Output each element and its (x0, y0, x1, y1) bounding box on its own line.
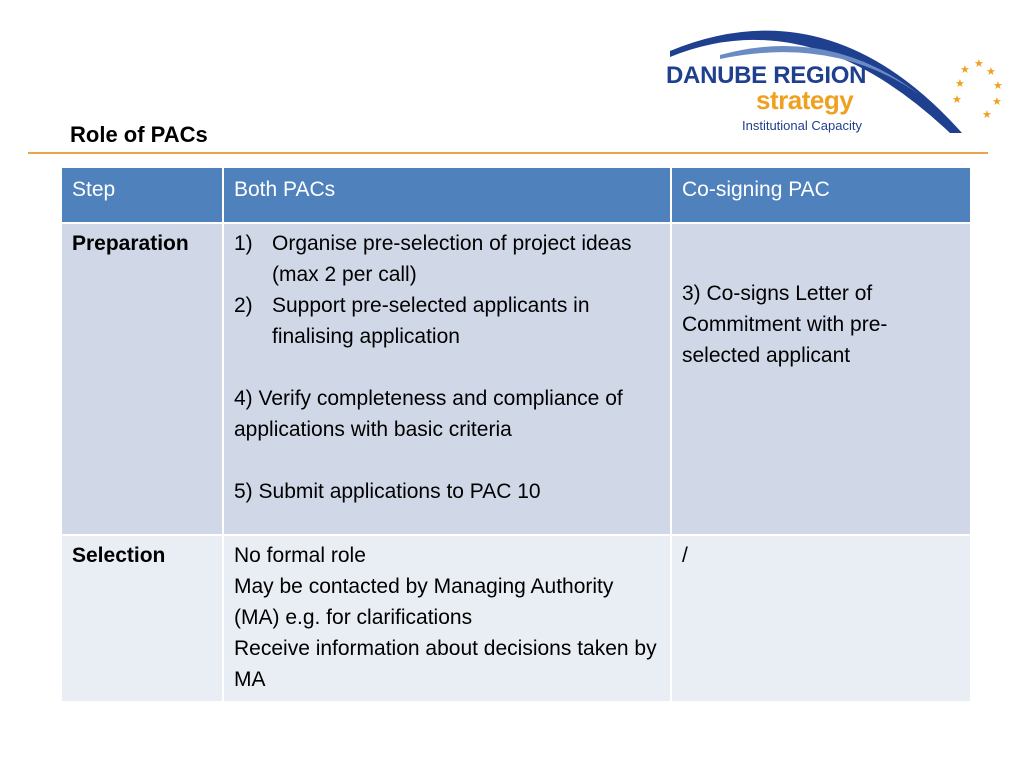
numbered-list (234, 228, 660, 352)
svg-text:★: ★ (960, 63, 970, 76)
logo-tagline: Institutional Capacity (742, 118, 862, 133)
step-cell: Preparation (61, 223, 223, 535)
danube-region-logo (660, 15, 1010, 145)
title-divider (28, 152, 988, 154)
co-signing-cell: 3) Co-signs Letter of Commitment with pre-selected applicant (671, 223, 971, 535)
both-pacs-paragraph: 4) Verify completeness and compliance of applications with basic criteria (234, 387, 623, 441)
step-cell: Selection (61, 535, 223, 702)
logo-subtitle: strategy (756, 85, 854, 115)
table-row (61, 223, 971, 535)
svg-text:★: ★ (986, 65, 996, 78)
list-item: 1) Organise pre-selection of project ideas (max 2 per call) (234, 232, 632, 286)
header-both-pacs: Both PACs (223, 167, 671, 223)
table-header-row (61, 167, 971, 223)
svg-text:★: ★ (974, 57, 984, 70)
header-co-signing-pac: Co-signing PAC (671, 167, 971, 223)
both-pacs-cell (223, 535, 671, 702)
co-signing-cell: / (671, 535, 971, 702)
svg-text:★: ★ (982, 108, 992, 121)
svg-text:★: ★ (955, 77, 965, 90)
svg-text:★: ★ (952, 93, 962, 106)
roles-table (60, 166, 972, 703)
logo-title: DANUBE REGION (666, 62, 867, 89)
table-row (61, 535, 971, 702)
header-step: Step (61, 167, 223, 223)
text-line: No formal role (234, 544, 366, 567)
both-pacs-paragraph: 5) Submit applications to PAC 10 (234, 480, 541, 503)
list-item: 2) Support pre-selected applicants in finalising application (234, 294, 590, 348)
text-line: Receive information about decisions taken by MA (234, 637, 657, 691)
slide-title: Role of PACs (70, 122, 208, 147)
svg-text:★: ★ (992, 95, 1002, 108)
svg-text:★: ★ (993, 79, 1003, 92)
both-pacs-cell (223, 223, 671, 535)
text-line: May be contacted by Managing Authority (MA) e.g. for clarifications (234, 575, 614, 629)
